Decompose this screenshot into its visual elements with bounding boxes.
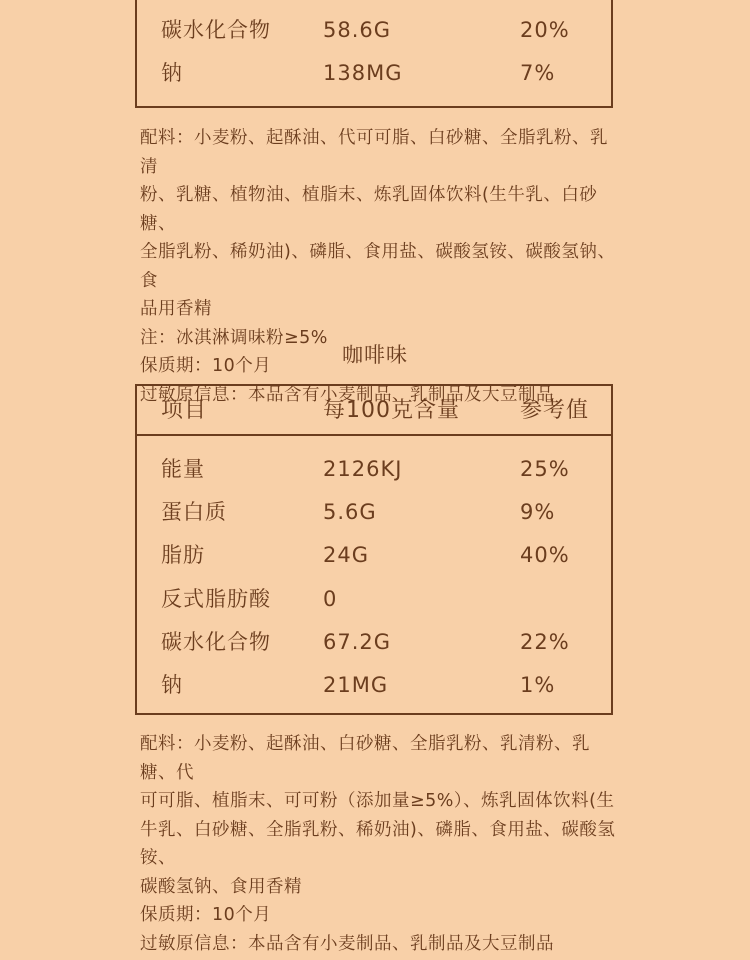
row-amount: 24G: [323, 543, 369, 567]
row-nrv: 1%: [520, 673, 556, 697]
row-item: 碳水化合物: [161, 18, 271, 42]
row-nrv: 7%: [520, 61, 556, 85]
allergen-text: 过敏原信息：本品含有小麦制品、乳制品及大豆制品: [140, 933, 554, 954]
ingredients-info-coffee: [140, 730, 620, 958]
header-item: 项目: [161, 398, 208, 423]
header-amount: 每100克含量: [323, 398, 460, 423]
ingredients-line: 粉、乳糖、植物油、植脂末、炼乳固体饮料(生牛乳、白砂糖、: [140, 185, 598, 234]
row-amount: 67.2G: [323, 630, 392, 654]
row-item: 能量: [161, 457, 205, 481]
row-amount: 58.6G: [323, 18, 392, 42]
row-item: 钠: [161, 61, 183, 85]
row-item: 反式脂肪酸: [161, 587, 271, 611]
row-item: 脂肪: [161, 543, 205, 567]
row-item: 碳水化合物: [161, 630, 271, 654]
shelf-life-text: 保质期：10个月: [140, 905, 272, 925]
ingredients-line: 可可脂、植脂末、可可粉（添加量≥5%）、炼乳固体饮料(生: [140, 791, 615, 811]
ingredients-line: 配料：小麦粉、起酥油、白砂糖、全脂乳粉、乳清粉、乳糖、代: [140, 734, 590, 783]
row-nrv: 25%: [520, 457, 570, 481]
nutrition-table-coffee: [135, 384, 613, 715]
ingredients-line: 品用香精: [140, 299, 212, 319]
section-title-coffee: 咖啡味: [342, 343, 408, 367]
table-row: [137, 494, 611, 530]
table-row: [137, 667, 611, 703]
row-amount: 138MG: [323, 61, 403, 85]
note-text: 注：冰淇淋调味粉≥5%: [140, 327, 328, 348]
header-nrv: 参考值: [520, 398, 590, 423]
table-header: [137, 386, 611, 436]
nutrition-table-previous: [135, 0, 613, 108]
row-nrv: 22%: [520, 630, 570, 654]
ingredients-line: 碳酸氢钠、食用香精: [140, 876, 302, 897]
table-row: [137, 451, 611, 487]
shelf-life-text: 保质期：10个月: [140, 356, 272, 376]
row-amount: 5.6G: [323, 500, 377, 524]
row-nrv: 40%: [520, 543, 570, 567]
table-row: [137, 624, 611, 660]
row-amount: 2126KJ: [323, 457, 403, 481]
row-nrv: 9%: [520, 500, 556, 524]
table-row: [137, 55, 611, 91]
allergen-text: 过敏原信息：本品含有小麦制品、乳制品及大豆制品: [140, 384, 554, 405]
table-row: [137, 537, 611, 573]
ingredients-line: 配料：小麦粉、起酥油、代可可脂、白砂糖、全脂乳粉、乳清: [140, 128, 608, 177]
table-row: [137, 581, 611, 617]
row-amount: 21MG: [323, 673, 389, 697]
ingredients-line: 牛乳、白砂糖、全脂乳粉、稀奶油)、磷脂、食用盐、碳酸氢铵、: [140, 819, 616, 868]
row-nrv: 20%: [520, 18, 570, 42]
row-item: 蛋白质: [161, 500, 227, 524]
row-amount: 0: [323, 587, 338, 611]
row-item: 钠: [161, 673, 183, 697]
ingredients-line: 全脂乳粉、稀奶油)、磷脂、食用盐、碳酸氢铵、碳酸氢钠、食: [140, 242, 616, 291]
table-row: [137, 12, 611, 48]
